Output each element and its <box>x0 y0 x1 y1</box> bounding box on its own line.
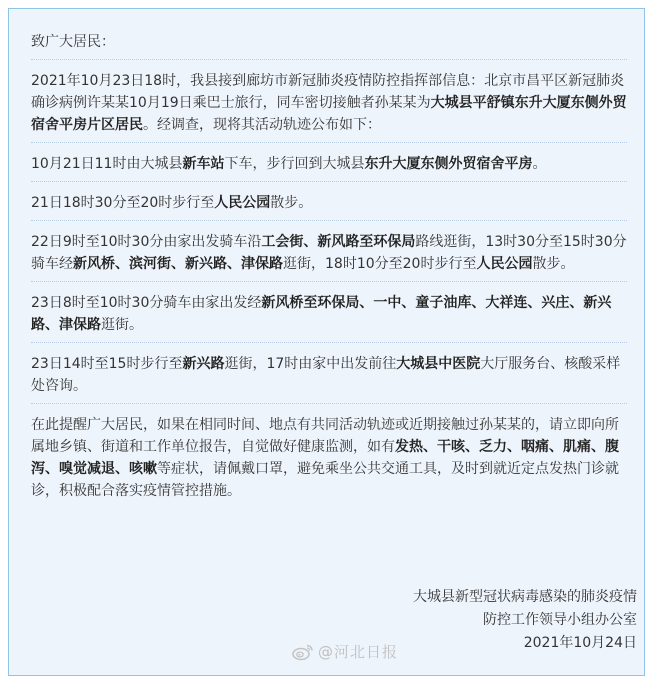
highlight-location: 新车站 <box>182 156 225 172</box>
signature-block <box>413 586 637 655</box>
highlight-location: 东升大厦东侧外贸宿舍平房 <box>364 156 533 172</box>
highlight-location: 新兴路 <box>182 356 225 372</box>
paragraph-intro: 2021年10月23日18时，我县接到廊坊市新冠肺炎疫情防控指挥部信息：北京市昌平区新冠肺炎确诊病例许某某10月19日乘巴士旅行，同车密切接触者孙某某为大城县平舒镇东升大厦东侧外贸宿舍平房片区居民。经调查，现将其活动轨迹公布如下： <box>31 60 627 143</box>
notice-body <box>31 23 627 508</box>
weibo-icon <box>292 643 314 661</box>
watermark <box>292 641 398 662</box>
greeting: 致广大居民： <box>31 23 627 60</box>
highlight-location: 人民公园 <box>476 256 533 272</box>
highlight-symptoms: 发热、干咳、乏力、咽痛、肌痛、腹泻、嗅觉减退、咳嗽 <box>31 439 619 477</box>
paragraph-oct23-afternoon: 23日14时至15时步行至新兴路逛街，17时由家中出发前往大城县中医院大厅服务台、核酸采样处咨询。 <box>31 343 627 404</box>
signature-date: 2021年10月24日 <box>523 635 637 651</box>
paragraph-oct21-evening: 21日18时30分至20时步行至人民公园散步。 <box>31 182 627 221</box>
paragraph-oct22: 22日9时至10时30分由家出发骑车沿工会街、新风路至环保局路线逛街，13时30分至15时30分骑车经新风桥、滨河街、新兴路、津保路逛街，18时10分至20时步行至人民公园散步。 <box>31 221 627 282</box>
highlight-location: 人民公园 <box>214 195 271 211</box>
watermark-text: @河北日报 <box>318 643 399 661</box>
highlight-location: 工会街、新风路至环保局 <box>261 234 416 250</box>
signature-org-line2: 防控工作领导小组办公室 <box>483 612 637 628</box>
paragraph-reminder: 在此提醒广大居民，如果在相同时间、地点有共同活动轨迹或近期接触过孙某某的，请立即向所属地乡镇、街道和工作单位报告，自觉做好健康监测，如有发热、干咳、乏力、咽痛、肌痛、腹泻、嗅觉减退、咳嗽等症状，请佩戴口罩，避免乘坐公共交通工具，及时到就近定点发热门诊就诊，积极配合落实疫情管控措施。 <box>31 417 619 499</box>
signature-org-line1: 大城县新型冠状病毒感染的肺炎疫情 <box>413 589 637 605</box>
highlight-location: 新风桥、滨河街、新兴路、津保路 <box>73 256 283 272</box>
highlight-location: 大城县中医院 <box>396 356 481 372</box>
notice-panel <box>8 8 645 676</box>
paragraph-oct23-morning: 23日8时至10时30分骑车由家出发经新风桥至环保局、一中、童子油库、大祥连、兴庄、新兴路、津保路逛街。 <box>31 282 627 343</box>
highlight-residence-area: 大城县平舒镇东升大厦东侧外贸宿舍平房片区居民 <box>31 95 627 133</box>
paragraph-oct21-arrival: 10月21日11时由大城县新车站下车，步行回到大城县东升大厦东侧外贸宿舍平房。 <box>31 143 627 182</box>
highlight-location: 新风桥至环保局、一中、童子油库、大祥连、兴庄、新兴路、津保路 <box>31 295 612 333</box>
